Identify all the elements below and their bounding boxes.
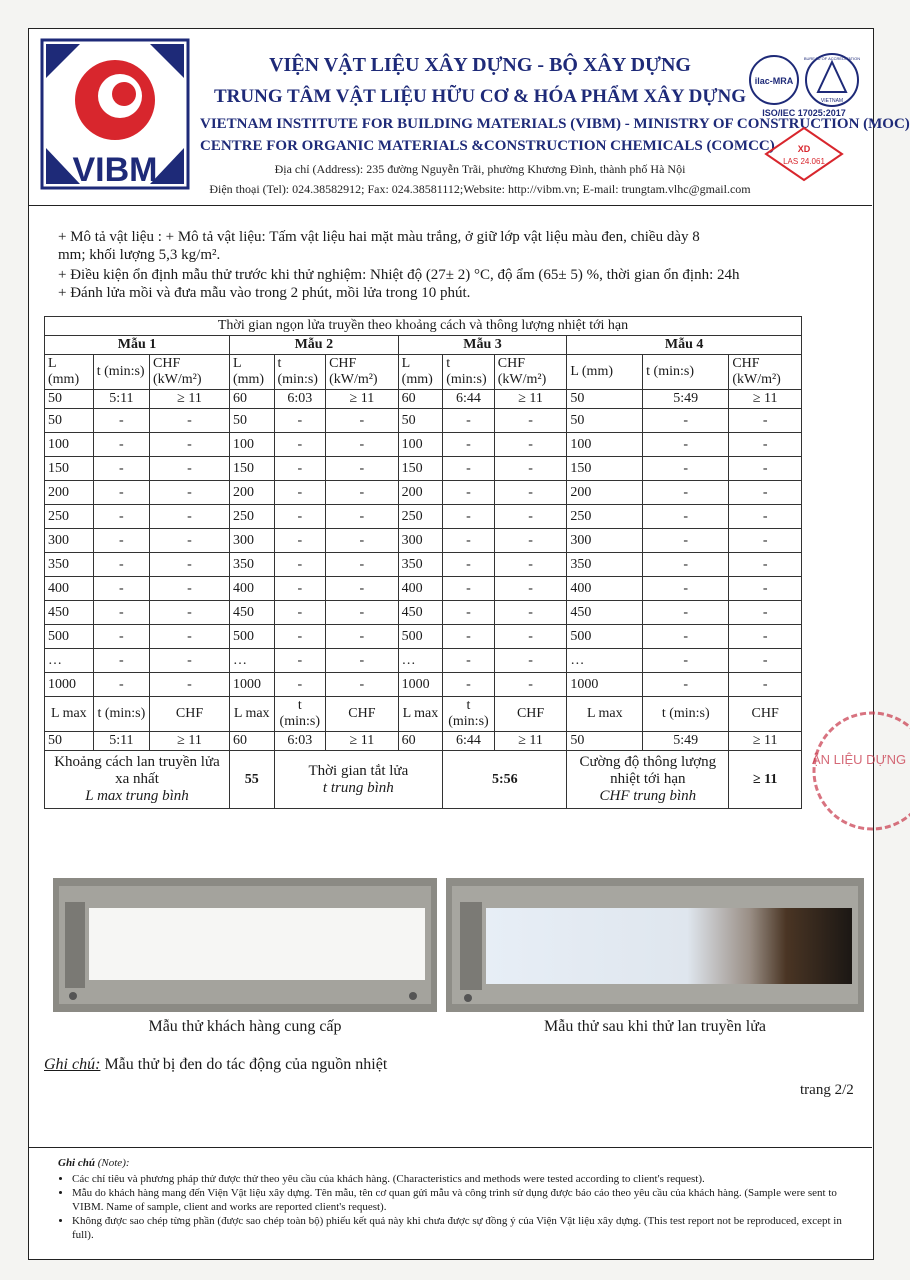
col-header-t: t (min:s)	[93, 355, 149, 390]
cell-chf: -	[326, 625, 399, 649]
cell-chf: -	[494, 433, 567, 457]
cell-l: 200	[45, 481, 94, 505]
col-header-chf: CHF (kW/m²)	[494, 355, 567, 390]
cell-t: 5:49	[643, 390, 729, 409]
summary-value: 6:44	[443, 732, 495, 751]
cell-chf: -	[326, 505, 399, 529]
cell-l: 400	[45, 577, 94, 601]
cell-l: 250	[229, 505, 274, 529]
cell-t: -	[643, 433, 729, 457]
cell-chf: -	[729, 625, 802, 649]
note-text: Mẫu thử bị đen do tác động của nguồn nhiệt	[100, 1056, 388, 1073]
cell-chf: -	[729, 649, 802, 673]
cell-chf: -	[326, 481, 399, 505]
ignition-note: + Đánh lửa mồi và đưa mẫu vào trong 2 phút, mồi lửa trong 10 phút.	[58, 285, 471, 301]
cell-t: -	[93, 673, 149, 697]
col-header-t: t (min:s)	[274, 355, 326, 390]
table-title: Thời gian ngọn lửa truyền theo khoảng cách và thông lượng nhiệt tới hạn	[45, 317, 802, 336]
cell-t: -	[274, 481, 326, 505]
cell-t: -	[93, 505, 149, 529]
summary-header: t (min:s)	[274, 697, 326, 732]
cell-chf: -	[729, 409, 802, 433]
cell-t: -	[443, 553, 495, 577]
summary-header: L max	[567, 697, 643, 732]
cell-t: -	[643, 625, 729, 649]
sample-header: Mẫu 2	[229, 336, 398, 355]
table-row	[45, 390, 802, 409]
cell-l: 50	[398, 409, 443, 433]
summary-value: ≥ 11	[729, 732, 802, 751]
col-header-l: L (mm)	[45, 355, 94, 390]
cell-chf: -	[150, 433, 230, 457]
cell-chf: -	[150, 577, 230, 601]
cell-l: 150	[229, 457, 274, 481]
cell-t: -	[93, 481, 149, 505]
header-divider	[29, 205, 872, 206]
cell-chf: -	[729, 577, 802, 601]
cell-l: 300	[398, 529, 443, 553]
cell-chf: -	[150, 505, 230, 529]
cell-t: -	[643, 649, 729, 673]
cell-chf: -	[494, 409, 567, 433]
cell-t: -	[643, 529, 729, 553]
cell-chf: -	[150, 529, 230, 553]
avg-l-label: Khoảng cách lan truyền lửa xa nhất L max trung bình	[45, 751, 230, 809]
cell-t: -	[443, 601, 495, 625]
cell-l: 60	[229, 390, 274, 409]
table-row	[45, 457, 802, 481]
cell-l: 60	[398, 390, 443, 409]
cell-t: -	[93, 649, 149, 673]
table-row	[45, 601, 802, 625]
table-row	[45, 433, 802, 457]
col-header-chf: CHF (kW/m²)	[326, 355, 399, 390]
iso-label: ISO/IEC 17025:2017	[762, 108, 846, 118]
cell-t: -	[443, 529, 495, 553]
cell-l: …	[398, 649, 443, 673]
cell-t: -	[443, 457, 495, 481]
photo-caption-before: Mẫu thử khách hàng cung cấp	[148, 1018, 342, 1035]
cell-l: 450	[567, 601, 643, 625]
cell-t: -	[443, 649, 495, 673]
cell-l: 50	[567, 409, 643, 433]
cell-t: -	[274, 433, 326, 457]
col-header-l: L (mm)	[398, 355, 443, 390]
cell-chf: -	[729, 505, 802, 529]
cell-t: 5:11	[93, 390, 149, 409]
cell-t: -	[274, 601, 326, 625]
boa-mark: BUREAU OF ACCREDITATION	[803, 56, 861, 61]
cell-chf: -	[494, 553, 567, 577]
note	[44, 1056, 387, 1074]
cell-l: 400	[398, 577, 443, 601]
table-row	[45, 529, 802, 553]
cell-chf: -	[494, 601, 567, 625]
cell-chf: -	[729, 457, 802, 481]
cell-t: -	[93, 433, 149, 457]
cell-l: 350	[45, 553, 94, 577]
summary-header: t (min:s)	[443, 697, 495, 732]
cell-chf: -	[326, 457, 399, 481]
summary-value: ≥ 11	[494, 732, 567, 751]
cell-l: 500	[229, 625, 274, 649]
summary-value: 5:49	[643, 732, 729, 751]
summary-header: t (min:s)	[93, 697, 149, 732]
cell-l: 50	[45, 409, 94, 433]
cell-chf: -	[494, 649, 567, 673]
cell-chf: -	[326, 433, 399, 457]
cell-t: -	[93, 625, 149, 649]
cell-l: 250	[45, 505, 94, 529]
vibm-logo	[40, 38, 190, 190]
cell-chf: -	[326, 673, 399, 697]
summary-value: ≥ 11	[326, 732, 399, 751]
cell-chf: -	[729, 673, 802, 697]
cell-t: -	[274, 673, 326, 697]
material-description-1: + Mô tả vật liệu : + Mô tả vật liệu: Tấm vật liệu hai mặt màu trắng, ở giữ lớp vật liệu màu đen, chiều dày 8	[58, 229, 700, 245]
sample-photo-after	[446, 878, 864, 1012]
cell-t: -	[274, 457, 326, 481]
cell-chf: -	[326, 409, 399, 433]
cell-t: -	[443, 625, 495, 649]
cell-l: 100	[45, 433, 94, 457]
cell-chf: -	[326, 529, 399, 553]
footer-notes	[58, 1156, 848, 1242]
avg-l-value: 55	[229, 751, 274, 809]
ilac-mark: ilac-MRA	[754, 76, 794, 86]
table-row	[45, 673, 802, 697]
cell-chf: -	[326, 577, 399, 601]
cell-t: -	[643, 553, 729, 577]
table-row	[45, 553, 802, 577]
footer-note-item: • Không được sao chép từng phần (được sao chép toàn bộ) phiếu kết quả này khi chưa được sự đồng ý của Viện Vật liệu xây dựng. (This test report not be reproduced, except in full).	[72, 1214, 848, 1242]
photo-caption-after: Mẫu thử sau khi thử lan truyền lửa	[544, 1018, 766, 1035]
stamp-text: ẬN LIỆU DỰNG	[812, 752, 907, 767]
accreditation-logos	[744, 50, 864, 190]
cell-chf: -	[150, 553, 230, 577]
cell-chf: -	[494, 457, 567, 481]
cell-l: 150	[45, 457, 94, 481]
cell-l: 150	[567, 457, 643, 481]
header-line2: TRUNG TÂM VẬT LIỆU HỮU CƠ & HÓA PHẨM XÂY DỰNG	[213, 86, 746, 107]
cell-t: -	[443, 409, 495, 433]
cell-t: -	[274, 625, 326, 649]
cell-l: 500	[45, 625, 94, 649]
cell-l: 400	[567, 577, 643, 601]
cell-chf: -	[150, 481, 230, 505]
summary-value: 50	[567, 732, 643, 751]
table-row	[45, 481, 802, 505]
cell-l: 200	[567, 481, 643, 505]
avg-t-label: Thời gian tắt lửa t trung bình	[274, 751, 443, 809]
cell-l: 200	[398, 481, 443, 505]
cell-t: -	[93, 457, 149, 481]
cell-t: -	[274, 553, 326, 577]
cell-t: -	[443, 433, 495, 457]
cell-chf: -	[150, 649, 230, 673]
summary-value: ≥ 11	[150, 732, 230, 751]
cell-l: 350	[229, 553, 274, 577]
col-header-chf: CHF (kW/m²)	[150, 355, 230, 390]
cell-l: …	[45, 649, 94, 673]
cell-l: 300	[567, 529, 643, 553]
col-header-l: L (mm)	[567, 355, 643, 390]
footer-divider	[29, 1147, 872, 1148]
col-header-l: L (mm)	[229, 355, 274, 390]
cell-l: 100	[398, 433, 443, 457]
cell-l: …	[229, 649, 274, 673]
table-row	[45, 649, 802, 673]
cell-chf: -	[150, 673, 230, 697]
cell-l: …	[567, 649, 643, 673]
cell-t: -	[274, 505, 326, 529]
xd-mark: XD	[797, 144, 811, 154]
cell-t: -	[274, 529, 326, 553]
header-line1: VIỆN VẬT LIỆU XÂY DỰNG - BỘ XÂY DỰNG	[269, 54, 691, 76]
cell-l: 350	[567, 553, 643, 577]
cell-t: -	[643, 505, 729, 529]
summary-headers	[45, 697, 802, 732]
header-contact: Điện thoại (Tel): 024.38582912; Fax: 024.38581112;Website: http://vibm.vn; E-mail: trungtam.vlhc@gmail.com	[209, 182, 751, 196]
cell-l: 1000	[398, 673, 443, 697]
cell-chf: ≥ 11	[494, 390, 567, 409]
cell-t: -	[274, 649, 326, 673]
cell-t: -	[643, 673, 729, 697]
cell-t: -	[443, 673, 495, 697]
logo-text: VIBM	[72, 151, 158, 189]
cell-t: -	[643, 577, 729, 601]
sample-header: Mẫu 3	[398, 336, 567, 355]
cell-chf: -	[494, 505, 567, 529]
cell-chf: -	[326, 601, 399, 625]
cell-chf: -	[150, 457, 230, 481]
cell-t: -	[443, 505, 495, 529]
avg-t-value: 5:56	[443, 751, 567, 809]
cell-t: -	[643, 481, 729, 505]
page-number: trang 2/2	[800, 1082, 854, 1098]
summary-header: CHF	[729, 697, 802, 732]
summary-header: CHF	[494, 697, 567, 732]
cell-l: 350	[398, 553, 443, 577]
summary-header: L max	[45, 697, 94, 732]
table-row	[45, 577, 802, 601]
cell-t: -	[443, 481, 495, 505]
cell-l: 150	[398, 457, 443, 481]
cell-t: -	[274, 409, 326, 433]
cell-chf: -	[494, 481, 567, 505]
cell-chf: -	[326, 553, 399, 577]
avg-chf-label: Cường độ thông lượng nhiệt tới hạn CHF trung bình	[567, 751, 729, 809]
cell-t: -	[93, 529, 149, 553]
cell-l: 500	[398, 625, 443, 649]
cell-l: 450	[45, 601, 94, 625]
footer-list	[58, 1172, 848, 1242]
cell-t: -	[274, 577, 326, 601]
cell-l: 300	[45, 529, 94, 553]
table-row	[45, 409, 802, 433]
cell-chf: -	[494, 577, 567, 601]
note-label: Ghi chú:	[44, 1056, 101, 1073]
red-stamp	[792, 706, 907, 836]
cell-l: 300	[229, 529, 274, 553]
cell-chf: -	[729, 433, 802, 457]
conditioning: + Điều kiện ổn định mẫu thử trước khi thử nghiệm: Nhiệt độ (27± 2) °C, độ ẩm (65± 5) %, thời gian ổn định: 24h	[58, 267, 740, 283]
cell-l: 50	[45, 390, 94, 409]
footer-title: Ghi chú	[58, 1157, 95, 1169]
cell-l: 400	[229, 577, 274, 601]
col-header-chf: CHF (kW/m²)	[729, 355, 802, 390]
sample-header: Mẫu 4	[567, 336, 802, 355]
column-headers	[45, 355, 802, 390]
summary-header: L max	[398, 697, 443, 732]
cell-chf: ≥ 11	[729, 390, 802, 409]
cell-t: -	[93, 577, 149, 601]
cell-chf: -	[150, 601, 230, 625]
cell-l: 50	[567, 390, 643, 409]
cell-chf: -	[150, 409, 230, 433]
cell-l: 1000	[567, 673, 643, 697]
las-label: LAS 24.061	[783, 157, 825, 166]
header-line3: VIETNAM INSTITUTE FOR BUILDING MATERIALS (VIBM) - MINISTRY OF CONSTRUCTION (MOC)	[200, 116, 910, 132]
summary-values	[45, 732, 802, 751]
cell-t: -	[643, 409, 729, 433]
cell-l: 1000	[45, 673, 94, 697]
cell-chf: -	[729, 601, 802, 625]
cell-chf: -	[494, 673, 567, 697]
summary-value: 60	[229, 732, 274, 751]
summary-value: 6:03	[274, 732, 326, 751]
cell-t: -	[93, 601, 149, 625]
table-row	[45, 505, 802, 529]
summary-header: CHF	[326, 697, 399, 732]
cell-l: 200	[229, 481, 274, 505]
cell-t: -	[643, 457, 729, 481]
cell-chf: -	[729, 553, 802, 577]
footer-note-item: • Mẫu do khách hàng mang đến Viện Vật liệu xây dựng. Tên mẫu, tên cơ quan gửi mẫu và công trình sử dụng được báo cáo theo yêu cầu của khách hàng. (Sample were sent to VIBM. Name of sample, client and works are reported client's request).	[72, 1186, 848, 1214]
col-header-t: t (min:s)	[443, 355, 495, 390]
cell-l: 450	[229, 601, 274, 625]
material-description-2: mm; khối lượng 5,3 kg/m².	[58, 247, 221, 263]
cell-chf: ≥ 11	[150, 390, 230, 409]
col-header-t: t (min:s)	[643, 355, 729, 390]
avg-chf-value: ≥ 11	[729, 751, 802, 809]
cell-t: 6:44	[443, 390, 495, 409]
cell-l: 250	[567, 505, 643, 529]
cell-l: 1000	[229, 673, 274, 697]
cell-l: 450	[398, 601, 443, 625]
cell-chf: ≥ 11	[326, 390, 399, 409]
vietnam-mark: VIETNAM	[820, 98, 844, 104]
summary-value: 60	[398, 732, 443, 751]
header-address: Địa chỉ (Address): 235 đường Nguyễn Trãi, phường Khương Đình, thành phố Hà Nội	[274, 162, 686, 176]
sample-header: Mẫu 1	[45, 336, 230, 355]
cell-l: 100	[567, 433, 643, 457]
cell-t: -	[443, 577, 495, 601]
summary-header: CHF	[150, 697, 230, 732]
header-line4: CENTRE FOR ORGANIC MATERIALS &CONSTRUCTION CHEMICALS (COMCC)	[200, 138, 775, 154]
cell-chf: -	[494, 625, 567, 649]
summary-header: L max	[229, 697, 274, 732]
cell-chf: -	[326, 649, 399, 673]
cell-t: -	[93, 409, 149, 433]
sample-photo-before	[53, 878, 437, 1012]
cell-chf: -	[150, 625, 230, 649]
summary-header: t (min:s)	[643, 697, 729, 732]
cell-l: 250	[398, 505, 443, 529]
footer-title-en: (Note):	[97, 1157, 130, 1169]
footer-note-item: • Các chỉ tiêu và phương pháp thử được thử theo yêu cầu của khách hàng. (Characteristics and methods were tested according to client's request).	[72, 1172, 848, 1186]
cell-chf: -	[729, 529, 802, 553]
summary-value: 50	[45, 732, 94, 751]
cell-t: 6:03	[274, 390, 326, 409]
cell-t: -	[643, 601, 729, 625]
cell-chf: -	[494, 529, 567, 553]
cell-l: 100	[229, 433, 274, 457]
cell-l: 500	[567, 625, 643, 649]
summary-value: 5:11	[93, 732, 149, 751]
table-row	[45, 625, 802, 649]
flame-spread-table	[44, 316, 802, 809]
cell-chf: -	[729, 481, 802, 505]
cell-t: -	[93, 553, 149, 577]
cell-l: 50	[229, 409, 274, 433]
